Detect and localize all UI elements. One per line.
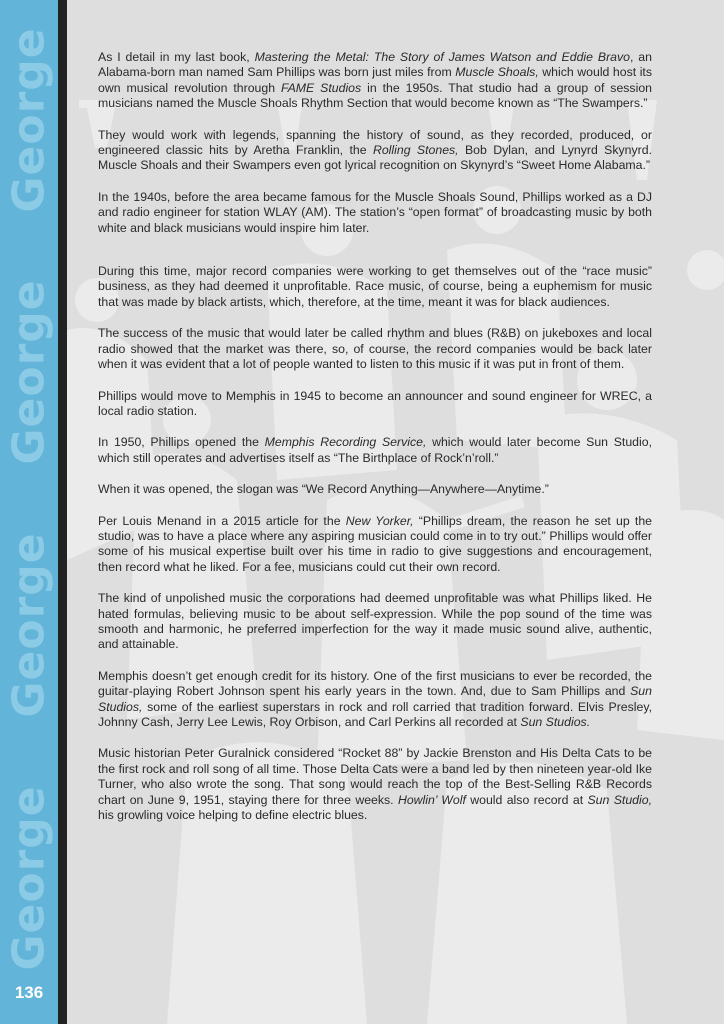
text-run: When it was opened, the slogan was “We Record Anything—Anywhere—Anytime.” bbox=[98, 482, 549, 497]
text-run: in the 1950s. That studio had a group of session musicians named the Muscle Shoals Rhythm Section that would become known as “The Swampers.” bbox=[98, 80, 652, 111]
sidebar-label: George bbox=[3, 27, 55, 213]
paragraph bbox=[98, 746, 652, 823]
sidebar-label: George bbox=[3, 279, 55, 465]
text-run: Memphis doesn’t get enough credit for its history. One of the first musicians to ever be recorded, the guitar-playing Robert Johnson spent his early years in the town. And, due to Sam Phillips and bbox=[98, 668, 652, 699]
italic-title: Memphis Recording Service, bbox=[264, 435, 427, 450]
paragraph bbox=[98, 482, 652, 497]
figure-head bbox=[687, 250, 724, 290]
italic-title: Rolling Stones, bbox=[372, 143, 459, 158]
paragraph bbox=[98, 50, 652, 112]
italic-title: Sun Studio, bbox=[587, 792, 653, 807]
text-run: Phillips would move to Memphis in 1945 to become an announcer and sound engineer for WREC, a local radio station. bbox=[98, 388, 652, 418]
paragraph bbox=[98, 514, 652, 576]
sidebar-label: George bbox=[3, 785, 55, 971]
paragraph bbox=[98, 591, 652, 653]
paragraph bbox=[98, 435, 652, 466]
text-run: As I detail in my last book, bbox=[98, 50, 255, 64]
text-run: Music historian Peter Guralnick considered “Rocket 88” by Jackie Brenston and His Delta Cats to be the first rock and roll song of all time. Those Delta Cats were a band led by then nineteen year-old Ike Turner, who also wrote the song. That song would reach the top of the Best-Selling R&B Records chart on June 9, 1951, staying there for three weeks. bbox=[98, 746, 652, 807]
sidebar-label: George bbox=[3, 532, 55, 718]
paragraph bbox=[98, 326, 652, 372]
page-number: 136 bbox=[14, 983, 44, 1002]
italic-title: Mastering the Metal: The Story of James Watson and Eddie Bravo bbox=[254, 50, 630, 64]
text-run: his growling voice helping to define electric blues. bbox=[98, 808, 368, 823]
text-run: In the 1940s, before the area became famous for the Muscle Shoals Sound, Phillips worked as a DJ and radio engineer for station WLAY (AM). The station’s “open format” of broadcasting music by both white and black musicians would inspire him later. bbox=[98, 189, 652, 235]
text-run: would also record at bbox=[465, 792, 588, 807]
italic-title: Muscle Shoals, bbox=[455, 65, 539, 80]
paragraph bbox=[98, 264, 652, 310]
text-run: which would host its own musical revolution through bbox=[98, 65, 652, 95]
paragraph bbox=[98, 190, 652, 236]
text-run: , an Alabama-born man named Sam Phillips was born just miles from bbox=[98, 50, 652, 80]
text-run: During this time, major record companies were working to get themselves out of the “race music” business, as they had deemed it unprofitable. Race music, of course, being a euphemism for music that was made by black artists, which, therefore, at the time, meant it was for black audiences. bbox=[98, 264, 652, 309]
italic-title: New Yorker, bbox=[345, 513, 414, 528]
paragraph bbox=[98, 389, 652, 420]
italic-title: FAME Studios bbox=[280, 80, 362, 95]
text-run: In 1950, Phillips opened the bbox=[98, 435, 265, 450]
sidebar bbox=[0, 0, 58, 1024]
page-edge bbox=[58, 0, 67, 1024]
text-run: “Phillips dream, the reason he set up the studio, was to have a place where any aspiring musician could come in to try out.” Phillips would offer some of his musical expertise built over his time in radio to give suggestions and encouragement, then record what he liked. For a fee, musicians could cut their own record. bbox=[98, 513, 653, 574]
italic-title: Sun Studios, bbox=[98, 684, 652, 714]
text-run: some of the earliest superstars in rock and roll carried that tradition forward. Elvis Presley, Johnny Cash, Jerry Lee Lewis, Roy Orbison, and Carl Perkins all recorded at bbox=[98, 699, 652, 729]
body-text bbox=[98, 50, 652, 839]
paragraph bbox=[98, 128, 652, 174]
text-run: which would later become Sun Studio, which still operates and advertises itself as “The Birthplace of Rock’n’roll.” bbox=[98, 435, 652, 465]
text-run: The kind of unpolished music the corporations had deemed unprofitable was what Phillips liked. He hated formulas, believing music to be about self-expression. While the pop sound of the time was smooth and harmonic, he preferred imperfection for the way it made music sound alive, authentic, and attainable. bbox=[98, 591, 652, 652]
italic-title: Howlin’ Wolf bbox=[397, 792, 466, 807]
text-run: The success of the music that would later be called rhythm and blues (R&B) on jukeboxes and local radio showed that the market was there, so, of course, the record companies would be back later when it was evident that a lot of people wanted to listen to this music if it was put in front of them. bbox=[98, 326, 652, 372]
text-run: Per Louis Menand in a 2015 article for the bbox=[98, 513, 346, 528]
text-run: Bob Dylan, and Lynyrd Skynyrd. Muscle Shoals and their Swampers even got lyrical recognition on Skynyrd’s “Sweet Home Alabama.” bbox=[98, 143, 652, 173]
text-run: They would work with legends, spanning the history of sound, as they recorded, produced, or engineered classic hits by Aretha Franklin, the bbox=[98, 127, 652, 158]
paragraph bbox=[98, 669, 652, 731]
italic-title: Sun Studios. bbox=[520, 715, 591, 729]
